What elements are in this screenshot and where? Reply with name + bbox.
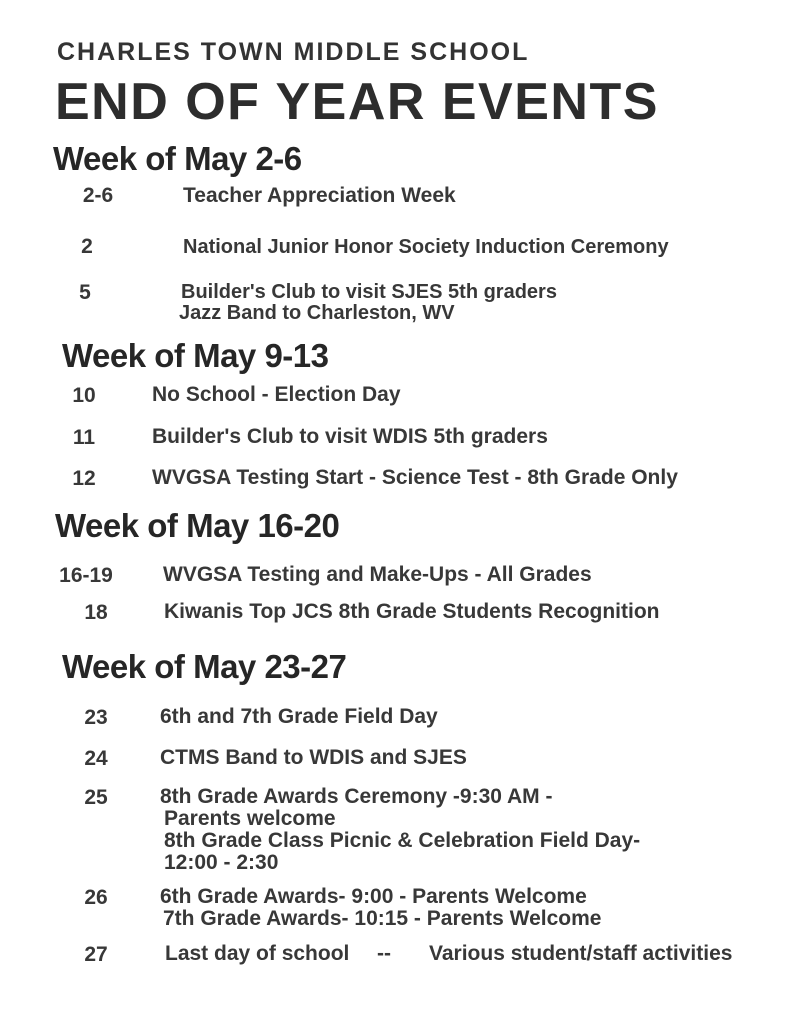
event-text: Jazz Band to Charleston, WV — [179, 302, 455, 324]
event-text: Teacher Appreciation Week — [183, 184, 456, 207]
event-day: 24 — [84, 747, 108, 770]
week-heading: Week of May 2-6 — [53, 140, 302, 177]
event-text: Parents welcome — [164, 807, 336, 830]
week-heading: Week of May 9-13 — [62, 337, 329, 374]
event-text: Kiwanis Top JCS 8th Grade Students Recognition — [164, 600, 660, 623]
event-text: 12:00 - 2:30 — [164, 851, 279, 874]
event-day: 18 — [84, 601, 108, 624]
event-text: Various student/staff activities — [429, 942, 733, 965]
event-day: 27 — [84, 943, 108, 966]
event-text: National Junior Honor Society Induction Ceremony — [183, 236, 669, 258]
event-day: 5 — [79, 281, 91, 304]
event-day: 23 — [84, 706, 108, 729]
event-day: 2-6 — [82, 184, 114, 207]
event-day: 2 — [81, 235, 93, 258]
event-text: Builder's Club to visit SJES 5th graders — [181, 281, 557, 303]
event-text: WVGSA Testing and Make-Ups - All Grades — [163, 563, 592, 586]
event-text: 6th and 7th Grade Field Day — [160, 705, 438, 728]
event-day: 16-19 — [59, 564, 113, 587]
event-text: 8th Grade Awards Ceremony -9:30 AM - — [160, 785, 553, 808]
week-heading: Week of May 23-27 — [62, 648, 347, 685]
event-text: Last day of school — [165, 942, 350, 965]
event-day: 11 — [72, 426, 96, 449]
event-separator: -- — [377, 942, 391, 965]
event-text: 6th Grade Awards- 9:00 - Parents Welcome — [160, 885, 587, 908]
event-text: WVGSA Testing Start - Science Test - 8th Grade Only — [152, 466, 678, 489]
page-title: END OF YEAR EVENTS — [55, 73, 659, 131]
event-day: 10 — [72, 384, 96, 407]
event-text: No School - Election Day — [152, 383, 401, 406]
week-heading: Week of May 16-20 — [55, 507, 340, 544]
event-day: 26 — [84, 886, 108, 909]
event-text: CTMS Band to WDIS and SJES — [160, 746, 467, 769]
event-day: 12 — [72, 467, 96, 490]
event-text: 7th Grade Awards- 10:15 - Parents Welcome — [163, 907, 602, 930]
school-name: CHARLES TOWN MIDDLE SCHOOL — [57, 38, 530, 66]
event-text: Builder's Club to visit WDIS 5th graders — [152, 425, 548, 448]
event-day: 25 — [84, 786, 108, 809]
event-text: 8th Grade Class Picnic & Celebration Field Day- — [164, 829, 641, 852]
